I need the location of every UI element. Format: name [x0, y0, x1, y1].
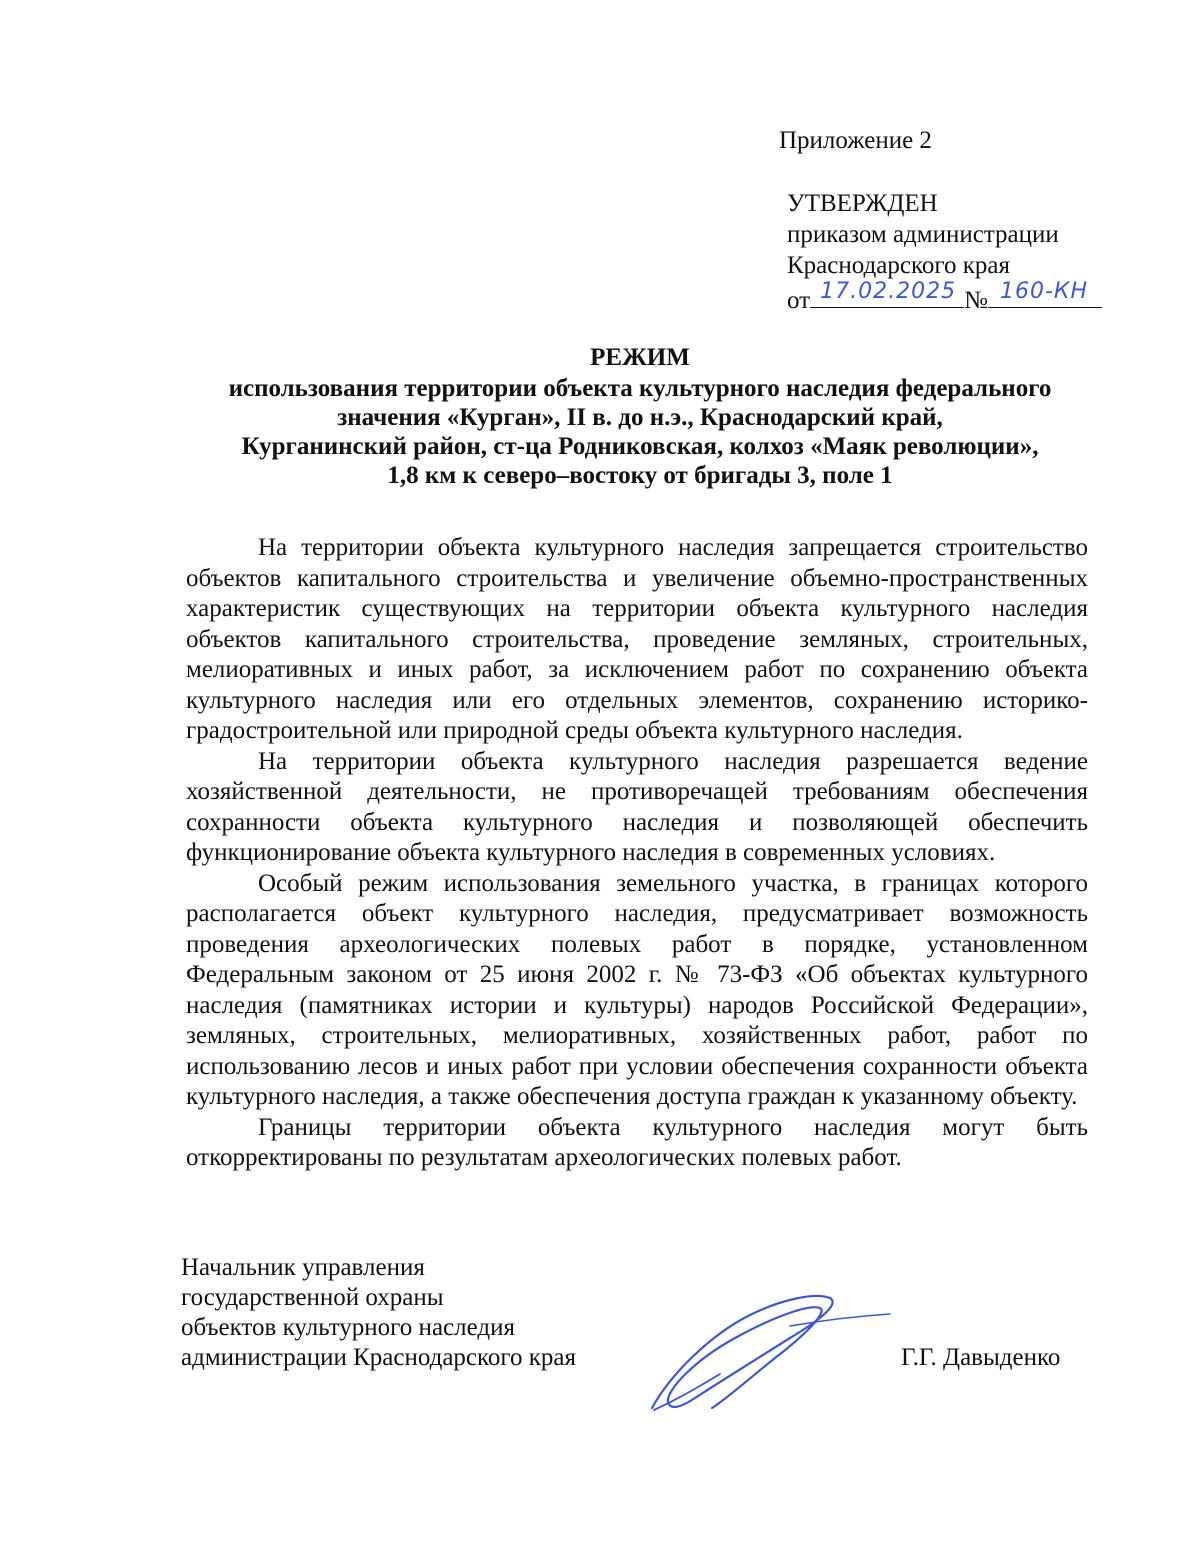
- order-from-prefix: от: [787, 287, 811, 314]
- order-number-handwritten: 160-КН: [999, 279, 1089, 304]
- order-number-prefix: №: [964, 287, 988, 314]
- document-subtitle-line-3: Курганинский район, ст-ца Родниковская, колхоз «Маяк революции»,: [241, 433, 1039, 460]
- handwritten-signature-icon: [640, 1290, 900, 1420]
- approval-heading: УТВЕРЖДЕН: [787, 190, 938, 217]
- body-paragraph-1: На территории объекта культурного наследия запрещается строительство объектов капитального строительства и увеличение объемно-пространственных характеристик существующих на территории объекта культурного наследия объектов капитального строительства, проведение земляных, строительных, мелиоративных и иных работ, за исключением работ по сохранению объекта культурного наследия или его отдельных элементов, сохранению историко-градостроительной или природной среды объекта культурного наследия.: [186, 534, 1088, 744]
- signatory-name: Г.Г. Давыденко: [901, 1344, 1061, 1371]
- approval-block: [787, 188, 1102, 316]
- body-paragraph-2: На территории объекта культурного наследия разрешается ведение хозяйственной деятельности, не противоречащей требованиям обеспечения сохранности объекта культурного наследия и позволяющей обеспечить функционирование объекта культурного наследия в современных условиях.: [186, 747, 1088, 866]
- document-subtitle-line-1: использования территории объекта культурного наследия федерального: [228, 375, 1052, 402]
- document-body: [186, 533, 1088, 1174]
- order-date-blank: [810, 281, 964, 308]
- signatory-position-line-4: администрации Краснодарского края: [181, 1344, 577, 1371]
- body-paragraph-3: Особый режим использования земельного участка, в границах которого располагается объект культурного наследия, предусматривает возможность проведения археологических полевых работ в порядке, установленном Федеральным законом от 25 июня 2002 г. № 73-ФЗ «Об объектах культурного наследия (памятниках истории и культуры) народов Российской Федерации», земляных, строительных, мелиоративных, хозяйственных работ, работ по использованию лесов и иных работ при условии обеспечения сохранности объекта культурного наследия, а также обеспечения доступа граждан к указанному объекту.: [186, 869, 1088, 1110]
- order-number-blank: [988, 281, 1102, 308]
- signatory-position-line-1: Начальник управления: [181, 1254, 425, 1281]
- signatory-position-line-2: государственной охраны: [181, 1284, 444, 1311]
- signatory-position-line-3: объектов культурного наследия: [181, 1314, 515, 1341]
- document-subtitle-line-4: 1,8 км к северо–востоку от бригады 3, поле 1: [387, 462, 893, 489]
- document-title: РЕЖИМ: [590, 344, 690, 371]
- body-paragraph-4: Границы территории объекта культурного наследия могут быть откорректированы по результатам археологических полевых работ.: [186, 1113, 1088, 1171]
- approval-region-line: Краснодарского края: [787, 252, 1010, 279]
- order-date-number-line: [787, 281, 1102, 316]
- order-date-handwritten: 17.02.2025: [820, 279, 957, 304]
- document-subtitle-line-2: значения «Курган», II в. до н.э., Краснодарский край,: [337, 404, 943, 431]
- appendix-label: Приложение 2: [779, 127, 932, 154]
- document-title-block: [150, 343, 1130, 490]
- signatory-position-block: [181, 1253, 576, 1373]
- approval-order-line: приказом администрации: [787, 221, 1059, 248]
